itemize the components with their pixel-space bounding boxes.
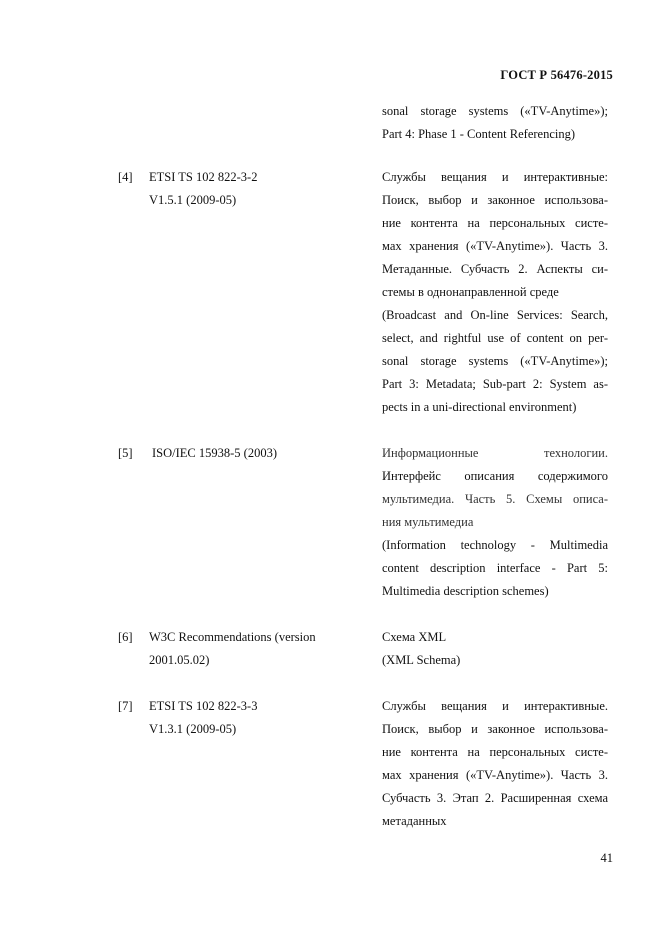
reference-standard	[149, 695, 349, 741]
standard-line: ISO/IEC 15938-5 (2003)	[152, 446, 277, 460]
text-line: pects in a uni-directional environment)	[382, 400, 577, 414]
reference-description	[382, 626, 608, 672]
reference-description	[382, 166, 608, 419]
text-line: Службы вещания и интерактивные:	[382, 170, 608, 184]
reference-number: [5]	[118, 446, 133, 460]
text-line: Part 3: Metadata; Sub-part 2: System as-	[382, 377, 608, 391]
reference-standard	[149, 626, 349, 672]
text-line: мах хранения («TV-Anytime»). Часть 3.	[382, 768, 608, 782]
text-line: мах хранения («TV-Anytime»). Часть 3.	[382, 239, 608, 253]
text-line: sonal storage systems («TV-Anytime»);	[382, 104, 608, 118]
reference-standard	[152, 442, 352, 465]
text-line: Поиск, выбор и законное использова-	[382, 722, 608, 736]
text-line: ния мультимедиа	[382, 515, 474, 529]
text-line: Поиск, выбор и законное использова-	[382, 193, 608, 207]
standard-line: V1.3.1 (2009-05)	[149, 722, 237, 736]
standard-line: ETSI TS 102 822-3-2	[149, 170, 258, 184]
text-line: sonal storage systems («TV-Anytime»);	[382, 354, 608, 368]
text-line: Субчасть 3. Этап 2. Расширенная схема	[382, 791, 608, 805]
text-line: ние контента на персональных систе-	[382, 216, 608, 230]
standard-line: V1.5.1 (2009-05)	[149, 193, 237, 207]
page-number: 41	[600, 851, 613, 865]
standard-line: ETSI TS 102 822-3-3	[149, 699, 258, 713]
text-line: Интерфейс описания содержимого	[382, 469, 608, 483]
text-line: (XML Schema)	[382, 653, 461, 667]
reference-description	[382, 695, 608, 833]
document-header: ГОСТ Р 56476-2015	[500, 68, 613, 82]
standard-line: 2001.05.02)	[149, 653, 210, 667]
text-line: content description interface - Part 5:	[382, 561, 608, 575]
text-line: Multimedia description schemes)	[382, 584, 549, 598]
reference-number: [6]	[118, 630, 133, 644]
text-line: (Information technology - Multimedia	[382, 538, 608, 552]
text-line: Part 4: Phase 1 - Content Referencing)	[382, 127, 576, 141]
reference-standard	[149, 166, 349, 212]
standard-line: W3C Recommendations (version	[149, 630, 316, 644]
text-line: select, and rightful use of content on per-	[382, 331, 608, 345]
text-line: стемы в однонаправленной среде	[382, 285, 559, 299]
text-line: Схема XML	[382, 630, 447, 644]
reference-description	[382, 442, 608, 603]
text-line: (Broadcast and On-line Services: Search,	[382, 308, 608, 322]
text-line: мультимедиа. Часть 5. Схемы описа-	[382, 492, 608, 506]
text-line: метаданных	[382, 814, 447, 828]
text-line: Службы вещания и интерактивные.	[382, 699, 608, 713]
text-line: Метаданные. Субчасть 2. Аспекты си-	[382, 262, 608, 276]
continuation-text	[382, 100, 608, 146]
reference-number: [4]	[118, 170, 133, 184]
reference-number: [7]	[118, 699, 133, 713]
text-line: ние контента на персональных систе-	[382, 745, 608, 759]
text-line: Информационные технологии.	[382, 446, 608, 460]
